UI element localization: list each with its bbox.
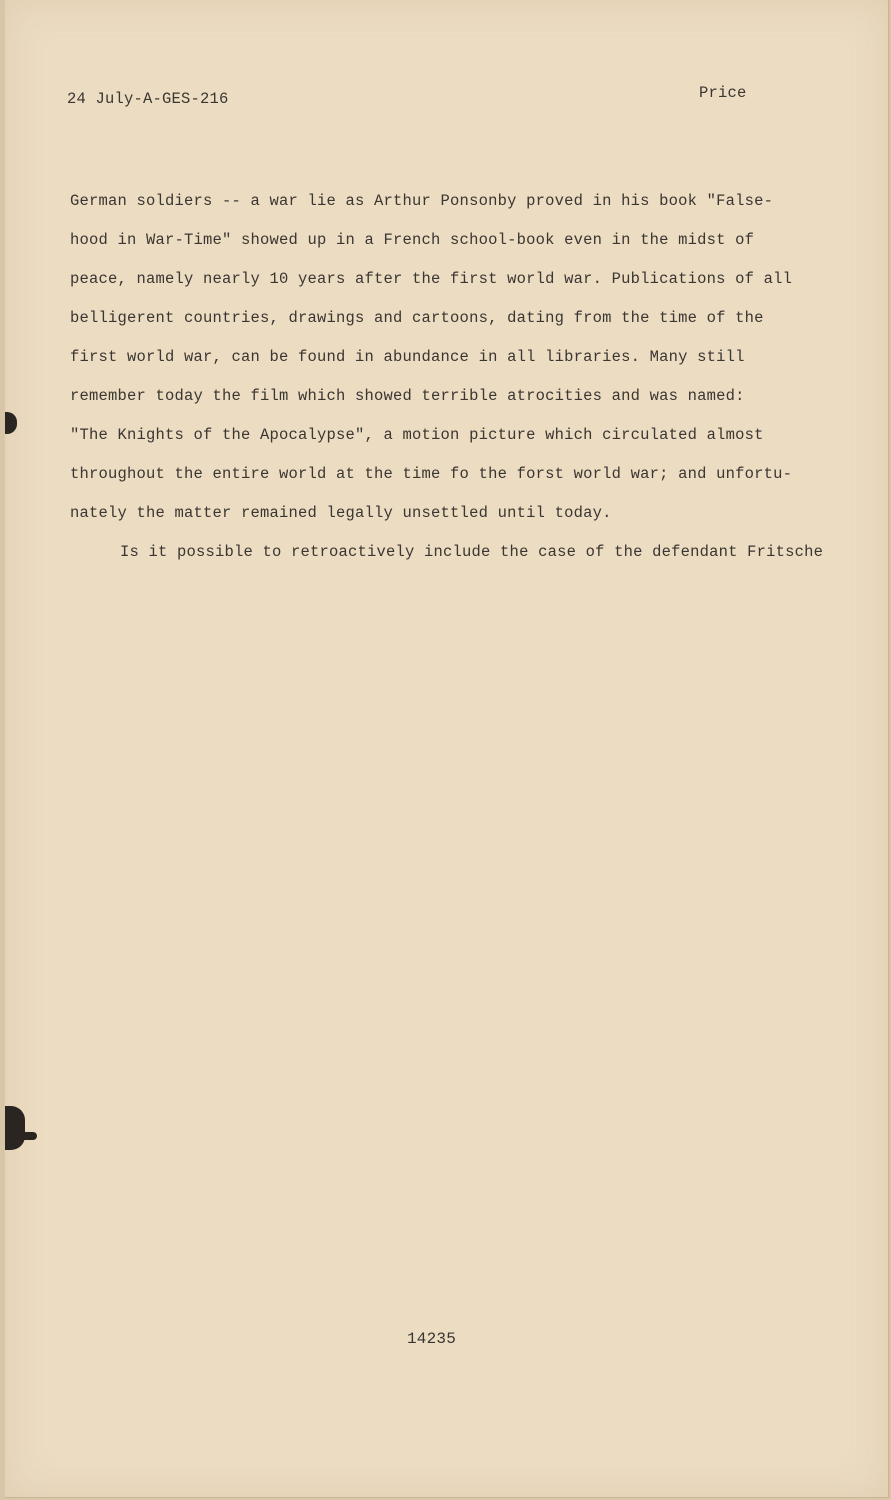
speaker-name: Price (699, 84, 747, 102)
text-line: peace, namely nearly 10 years after the first world war. Publications of all (70, 270, 793, 288)
text-line: German soldiers -- a war lie as Arthur Ponsonby proved in his book "False- (70, 192, 774, 210)
text-line: nately the matter remained legally unsettled until today. (70, 504, 612, 522)
text-line: belligerent countries, drawings and cartoons, dating from the time of the (70, 309, 764, 327)
document-page (5, 0, 889, 1498)
text-line: first world war, can be found in abundance in all libraries. Many still (70, 348, 745, 366)
text-line: "The Knights of the Apocalypse", a motion picture which circulated almost (70, 426, 764, 444)
body-text (70, 182, 830, 572)
text-line: remember today the film which showed terrible atrocities and was named: (70, 387, 745, 405)
text-line: throughout the entire world at the time fo the forst world war; and unfortu- (70, 465, 793, 483)
page-number: 14235 (407, 1330, 457, 1348)
punch-hole (5, 412, 17, 434)
text-line: Is it possible to retroactively include the case of the defendant Fritsche (120, 543, 824, 561)
document-reference: 24 July-A-GES-216 (67, 90, 229, 108)
text-line: hood in War-Time" showed up in a French school-book even in the midst of (70, 231, 755, 249)
punch-hole (5, 1106, 25, 1150)
